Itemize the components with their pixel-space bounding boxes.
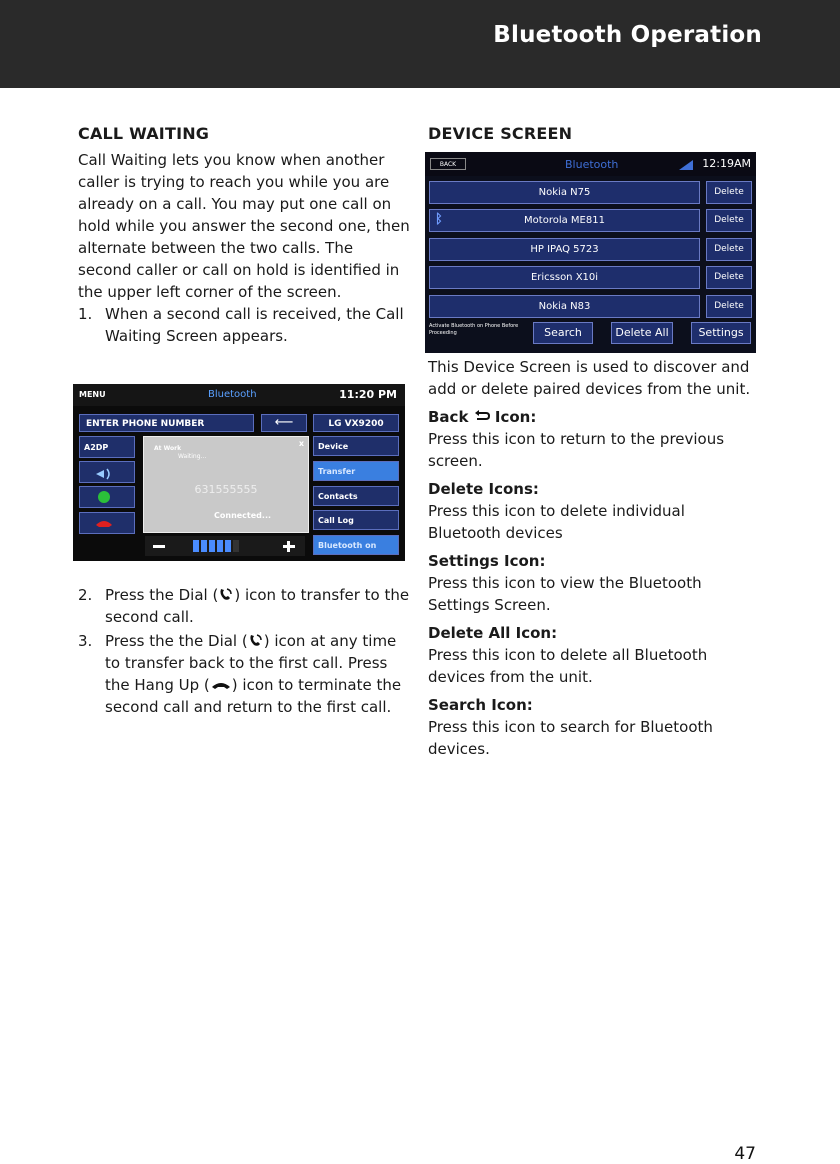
backspace-arrow-icon: ⟵	[261, 414, 307, 432]
back-title-text: Back	[428, 408, 469, 426]
device-row: HP IPAQ 5723	[429, 238, 700, 261]
call-screen-status-bar	[73, 384, 405, 406]
step-3-text-b: ) icon at any time to transfer back to the first call. Press the Hang Up (	[105, 632, 397, 694]
step-3	[78, 630, 410, 718]
step-1-number: 1.	[78, 305, 93, 323]
device-row: Motorola ME811	[429, 209, 700, 232]
bluetooth-icon: ᛒ	[435, 212, 443, 227]
incoming-call-dialog	[143, 436, 309, 533]
step-1	[78, 303, 410, 347]
delete-all-icon-title: Delete All Icon:	[428, 624, 558, 642]
step-2-text-b: ) icon to transfer to the second call.	[105, 586, 410, 626]
device-button: Device	[313, 436, 399, 456]
device-screen-section	[428, 124, 760, 149]
activate-notice: Activate Bluetooth on Phone Before Proceeding	[429, 323, 519, 336]
device-screenshot	[425, 152, 756, 353]
enter-number-field: ENTER PHONE NUMBER	[79, 414, 254, 432]
call-log-button: Call Log	[313, 510, 399, 530]
call-waiting-screenshot	[73, 384, 405, 561]
step-3-number: 3.	[78, 632, 93, 650]
device-row: Ericsson X10i	[429, 266, 700, 289]
back-icon-title	[428, 406, 760, 428]
clock: 11:20 PM	[339, 388, 397, 401]
device-screen-title: DEVICE SCREEN	[428, 124, 573, 143]
back-arrow-icon	[474, 408, 490, 426]
delete-button: Delete	[706, 181, 752, 204]
page-header	[0, 0, 840, 88]
waiting-status: Waiting...	[178, 453, 207, 460]
settings-description: Press this icon to view the Bluetooth Settings Screen.	[428, 574, 702, 614]
dial-icon	[79, 486, 135, 508]
delete-button: Delete	[706, 238, 752, 261]
back-description: Press this icon to return to the previous screen.	[428, 430, 725, 470]
clock: 12:19AM	[702, 157, 751, 170]
back-title-suffix: Icon:	[494, 408, 537, 426]
delete-button: Delete	[706, 266, 752, 289]
settings-button: Settings	[691, 322, 751, 344]
dial-icon	[218, 585, 234, 599]
call-waiting-intro: Call Waiting lets you know when another caller is trying to reach you while you are already on a call. You may put one call on hold while you answer the second one, then alternate between the two calls. The second caller or call on hold is identified in the upper left corner of the screen.	[78, 151, 410, 301]
caller-name: At Work	[154, 445, 182, 452]
device-row: Nokia N83	[429, 295, 700, 318]
bluetooth-icon	[677, 157, 695, 176]
phone-model-label: LG VX9200	[313, 414, 399, 432]
volume-icon	[79, 461, 135, 483]
call-waiting-section	[78, 124, 410, 347]
delete-all-description: Press this icon to delete all Bluetooth devices from the unit.	[428, 646, 708, 686]
settings-icon-title: Settings Icon:	[428, 552, 546, 570]
search-button: Search	[533, 322, 593, 344]
device-screen-status-bar	[425, 152, 756, 176]
delete-button: Delete	[706, 209, 752, 232]
step-2	[78, 584, 410, 628]
hang-up-icon	[79, 512, 135, 534]
bluetooth-label: Bluetooth	[208, 389, 257, 400]
step-2-text-a: Press the Dial (	[105, 586, 219, 604]
device-screen-intro: This Device Screen is used to discover and add or delete paired devices from the unit.	[428, 358, 751, 398]
dial-icon	[248, 631, 264, 645]
delete-all-button: Delete All	[611, 322, 673, 344]
header-title: Bluetooth Operation	[493, 22, 762, 48]
transfer-button: Transfer	[313, 461, 399, 481]
search-description: Press this icon to search for Bluetooth devices.	[428, 718, 713, 758]
delete-description: Press this icon to delete individual Bluetooth devices	[428, 502, 685, 542]
step-3-text-c: ) icon to terminate the second call and return to the first call.	[105, 676, 402, 716]
bluetooth-label: Bluetooth	[565, 158, 619, 171]
contacts-button: Contacts	[313, 486, 399, 506]
bluetooth-on-button: Bluetooth on	[313, 535, 399, 555]
close-icon: x	[298, 439, 304, 448]
step-1-text: When a second call is received, the Call Waiting Screen appears.	[105, 305, 404, 345]
a2dp-button: A2DP	[79, 436, 135, 458]
call-waiting-title: CALL WAITING	[78, 124, 210, 143]
delete-button: Delete	[706, 295, 752, 318]
step-2-number: 2.	[78, 586, 93, 604]
hang-up-icon	[210, 674, 232, 684]
caller-number: 631555555	[194, 483, 258, 496]
device-screen-descriptions	[428, 356, 760, 760]
search-icon-title: Search Icon:	[428, 696, 533, 714]
menu-label: MENU	[79, 390, 106, 399]
steps-2-3	[78, 584, 410, 718]
volume-bar	[145, 536, 305, 556]
back-button: BACK	[430, 158, 466, 170]
delete-icons-title: Delete Icons:	[428, 480, 539, 498]
connected-status: Connected...	[214, 511, 272, 520]
device-row: Nokia N75	[429, 181, 700, 204]
page-number: 47	[734, 1144, 756, 1164]
step-3-text-a: Press the the Dial (	[105, 632, 248, 650]
